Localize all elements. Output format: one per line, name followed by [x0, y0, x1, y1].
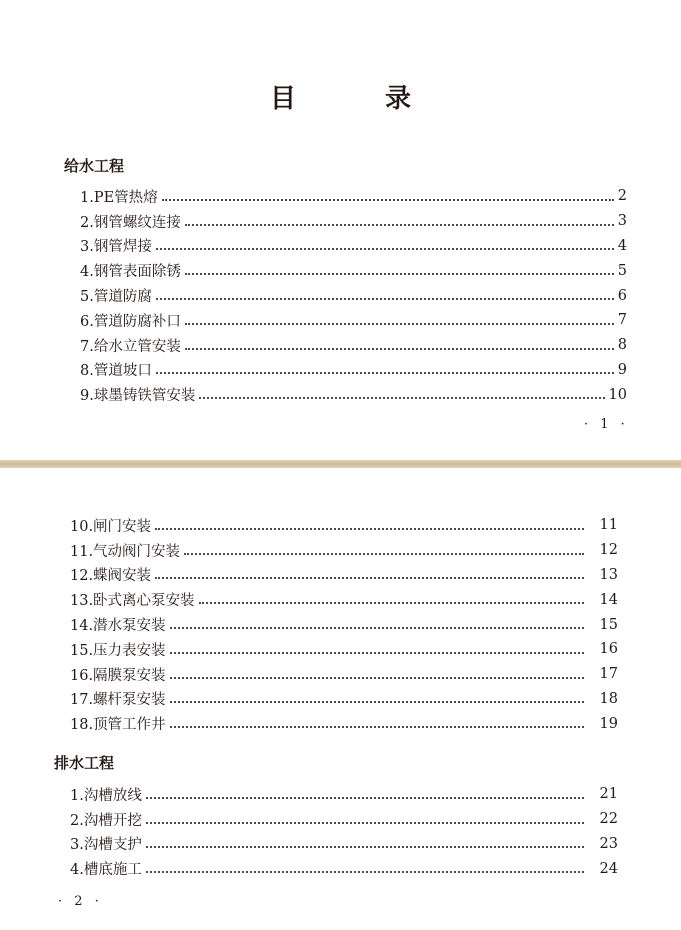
page-title: 目 录	[269, 84, 452, 114]
toc-entry-title: 1.PE管热熔	[80, 189, 158, 206]
toc-entry[interactable]	[80, 258, 627, 283]
toc-entry-page-number: 3	[617, 213, 627, 230]
toc-entry-page-number: 19	[599, 715, 618, 732]
dot-leader	[185, 213, 614, 226]
toc-entry-page-number: 2	[617, 188, 627, 205]
toc-entry-title: 3.沟槽支护	[70, 837, 142, 854]
dot-leader	[155, 517, 584, 530]
dot-leader	[170, 641, 584, 654]
toc-entry-title: 16.隔膜泵安装	[70, 667, 166, 684]
dot-leader	[170, 690, 584, 703]
toc-entry-page-number: 9	[617, 361, 627, 378]
toc-entry-page-number: 10	[608, 386, 627, 403]
toc-entry-title: 15.压力表安装	[70, 642, 166, 659]
toc-entry-title: 17.螺杆泵安装	[70, 692, 166, 709]
toc-entry-page-number: 14	[599, 591, 618, 608]
toc-entry-title: 5.管道防腐	[80, 289, 152, 306]
toc-entry-title: 4.钢管表面除锈	[80, 264, 181, 281]
toc-entry-title: 9.球墨铸铁管安装	[80, 388, 196, 405]
toc-entry[interactable]	[70, 612, 618, 637]
toc-entry-title: 13.卧式离心泵安装	[70, 593, 195, 610]
toc-entry[interactable]	[80, 184, 627, 209]
toc-entry-page-number: 16	[599, 641, 618, 658]
page-divider	[0, 460, 681, 468]
dot-leader	[170, 715, 584, 728]
toc-entry-title: 3.钢管焊接	[80, 239, 152, 256]
dot-leader	[146, 811, 584, 824]
toc-entry-page-number: 17	[599, 666, 618, 683]
toc-entry-title: 1.沟槽放线	[70, 787, 142, 804]
dot-leader	[185, 337, 614, 350]
dot-leader	[146, 835, 584, 848]
toc-entry-page-number: 5	[617, 262, 627, 279]
dot-leader	[184, 542, 584, 555]
toc-entry[interactable]	[70, 711, 618, 736]
toc-entry-page-number: 8	[617, 337, 627, 354]
toc-list-drainage	[70, 782, 618, 881]
toc-entry[interactable]	[80, 333, 627, 358]
toc-entry-title: 6.管道防腐补口	[80, 313, 181, 330]
toc-entry-title: 8.管道坡口	[80, 363, 152, 380]
dot-leader	[156, 361, 614, 374]
dot-leader	[146, 786, 584, 799]
toc-entry-title: 7.给水立管安装	[80, 338, 181, 355]
toc-entry-page-number: 23	[599, 835, 618, 852]
toc-entry[interactable]	[70, 782, 618, 807]
dot-leader	[156, 287, 614, 300]
toc-entry[interactable]	[70, 538, 618, 563]
section-heading-drainage: 排水工程	[54, 754, 115, 772]
toc-entry-page-number: 22	[599, 811, 618, 828]
toc-entry-page-number: 24	[599, 860, 618, 877]
page-2	[0, 468, 681, 930]
toc-entry[interactable]	[80, 234, 627, 259]
dot-leader	[162, 188, 614, 201]
toc-entry[interactable]	[70, 662, 618, 687]
toc-entry-page-number: 18	[599, 690, 618, 707]
page-number-footer: · 2 ·	[58, 894, 103, 909]
toc-entry[interactable]	[80, 283, 627, 308]
toc-entry-title: 2.沟槽开挖	[70, 812, 142, 829]
toc-entry-page-number: 4	[617, 237, 627, 254]
page-number-footer: · 1 ·	[584, 417, 629, 432]
toc-entry[interactable]	[70, 856, 618, 881]
toc-entry-page-number: 6	[617, 287, 627, 304]
page-1	[0, 0, 681, 460]
toc-entry-page-number: 12	[599, 542, 618, 559]
dot-leader	[155, 566, 584, 579]
dot-leader	[156, 237, 614, 250]
toc-entry-page-number: 21	[599, 786, 618, 803]
toc-entry[interactable]	[70, 563, 618, 588]
dot-leader	[199, 386, 604, 399]
toc-entry-title: 10.闸门安装	[70, 518, 152, 535]
section-heading-water-supply: 给水工程	[64, 157, 125, 175]
dot-leader	[170, 616, 584, 629]
toc-list-valves-pumps	[70, 513, 618, 736]
toc-entry-title: 4.槽底施工	[70, 862, 142, 879]
toc-entry[interactable]	[70, 513, 618, 538]
toc-entry-title: 11.气动阀门安装	[70, 543, 181, 560]
toc-entry[interactable]	[80, 308, 627, 333]
toc-entry[interactable]	[80, 382, 627, 407]
dot-leader	[185, 312, 614, 325]
toc-entry-title: 12.蝶阀安装	[70, 568, 152, 585]
toc-entry-page-number: 15	[599, 616, 618, 633]
toc-list-water-supply	[80, 184, 627, 407]
toc-entry[interactable]	[80, 209, 627, 234]
toc-entry[interactable]	[70, 807, 618, 832]
toc-entry-page-number: 11	[599, 517, 618, 534]
toc-entry-page-number: 7	[617, 312, 627, 329]
toc-entry-title: 18.顶管工作井	[70, 717, 166, 734]
toc-entry[interactable]	[80, 358, 627, 383]
toc-entry-title: 2.钢管螺纹连接	[80, 214, 181, 231]
toc-entry[interactable]	[70, 587, 618, 612]
dot-leader	[146, 860, 584, 873]
toc-entry-page-number: 13	[599, 566, 618, 583]
dot-leader	[199, 591, 584, 604]
toc-entry[interactable]	[70, 687, 618, 712]
toc-entry[interactable]	[70, 637, 618, 662]
toc-entry-title: 14.潜水泵安装	[70, 618, 166, 635]
dot-leader	[170, 666, 584, 679]
dot-leader	[185, 262, 614, 275]
toc-entry[interactable]	[70, 832, 618, 857]
